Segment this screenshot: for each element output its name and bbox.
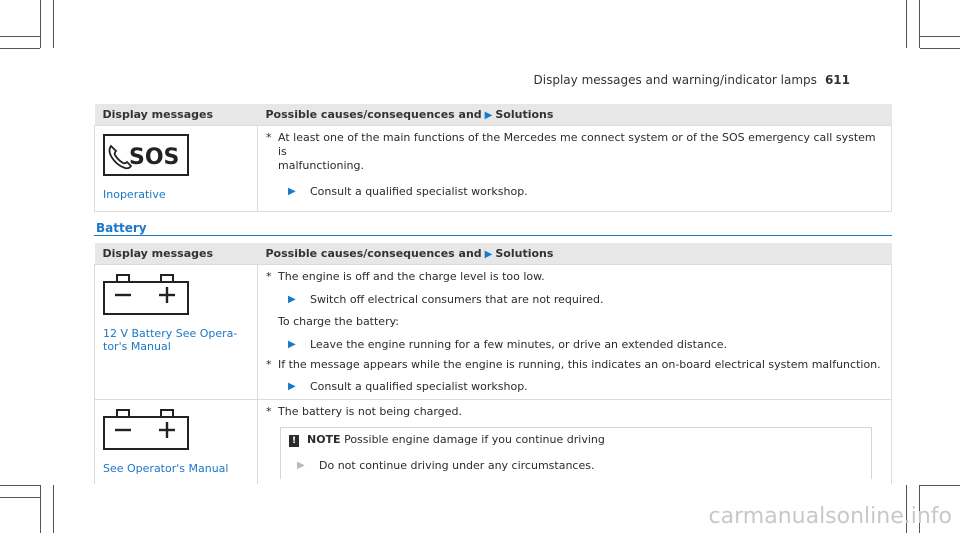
crop-mark bbox=[53, 0, 54, 48]
cause-item: * The engine is off and the charge level is too low. bbox=[266, 270, 545, 283]
header-title: Display messages and warning/indicator lamps bbox=[533, 73, 817, 87]
solution-arrow-icon: ▶ bbox=[288, 294, 296, 305]
battery-icon bbox=[103, 408, 189, 450]
page-header bbox=[534, 73, 850, 87]
table-row bbox=[95, 400, 892, 485]
note-box bbox=[280, 427, 872, 479]
crop-mark bbox=[920, 485, 960, 486]
sos-icon bbox=[103, 134, 189, 176]
crop-mark bbox=[0, 36, 40, 37]
solution-arrow-icon: ▶ bbox=[288, 186, 296, 197]
solution-step: ▶ Switch off electrical consumers that are not required. bbox=[288, 293, 604, 306]
cause-cell bbox=[258, 265, 892, 400]
charge-text: To charge the battery: bbox=[278, 315, 400, 328]
solution-arrow-icon: ▶ bbox=[484, 249, 493, 260]
crop-mark bbox=[0, 497, 40, 498]
display-cell bbox=[95, 265, 258, 400]
page-number: 611 bbox=[824, 73, 850, 87]
col-display-messages: Display messages bbox=[95, 243, 258, 265]
col-causes-solutions: Possible causes/consequences and ▶ Solutions bbox=[258, 243, 892, 265]
cause-item: * At least one of the main functions of the Mercedes me connect system or of the SOS emergency call system is malfunctioning. bbox=[266, 131, 876, 172]
col-display-messages: Display messages bbox=[95, 104, 258, 126]
cause-cell bbox=[258, 126, 892, 212]
crop-mark bbox=[919, 0, 920, 48]
crop-mark bbox=[0, 485, 40, 486]
svg-text:SOS: SOS bbox=[129, 145, 180, 170]
note-label: NOTE bbox=[307, 433, 341, 446]
table-row bbox=[95, 265, 892, 400]
display-cell bbox=[95, 126, 258, 212]
crop-mark bbox=[0, 48, 40, 49]
solution-step: ▶ Consult a qualified specialist workshop. bbox=[288, 380, 528, 393]
battery-icon bbox=[103, 273, 189, 315]
col-causes-solutions: Possible causes/consequences and ▶ Solutions bbox=[258, 104, 892, 126]
solution-step: ▶ Leave the engine running for a few minutes, or drive an extended distance. bbox=[288, 338, 728, 351]
solution-arrow-icon: ▶ bbox=[288, 381, 296, 392]
caption-battery-warning: 12 V Battery See Opera- tor's Manual bbox=[103, 327, 238, 353]
note-step: ▶ Do not continue driving under any circumstances. bbox=[297, 459, 595, 472]
solution-arrow-icon: ▶ bbox=[484, 110, 493, 121]
messages-table-top bbox=[94, 104, 892, 212]
cause-item: * The battery is not being charged. bbox=[266, 405, 462, 418]
warning-icon: ! bbox=[289, 435, 299, 447]
solution-arrow-icon: ▶ bbox=[288, 339, 296, 350]
cause-cell bbox=[258, 400, 892, 485]
crop-mark bbox=[920, 48, 960, 49]
caption-inoperative: Inoperative bbox=[103, 188, 166, 201]
display-cell bbox=[95, 400, 258, 485]
messages-table-battery bbox=[94, 243, 892, 484]
crop-mark bbox=[40, 485, 41, 533]
solution-arrow-icon: ▶ bbox=[297, 460, 305, 471]
table-row bbox=[95, 126, 892, 212]
crop-mark bbox=[40, 0, 41, 48]
solution-step: ▶ Consult a qualified specialist workshop. bbox=[288, 185, 528, 198]
watermark: carmanualsonline.info bbox=[708, 504, 952, 529]
crop-mark bbox=[53, 485, 54, 533]
crop-mark bbox=[920, 36, 960, 37]
section-title: Battery bbox=[96, 221, 147, 235]
caption-see-manual: See Operator's Manual bbox=[103, 462, 229, 475]
cause-item: * If the message appears while the engine is running, this indicates an on-board electrical system malfunction. bbox=[266, 358, 881, 371]
note-text: Possible engine damage if you continue driving bbox=[344, 433, 605, 446]
section-divider bbox=[94, 235, 892, 236]
crop-mark bbox=[906, 0, 907, 48]
